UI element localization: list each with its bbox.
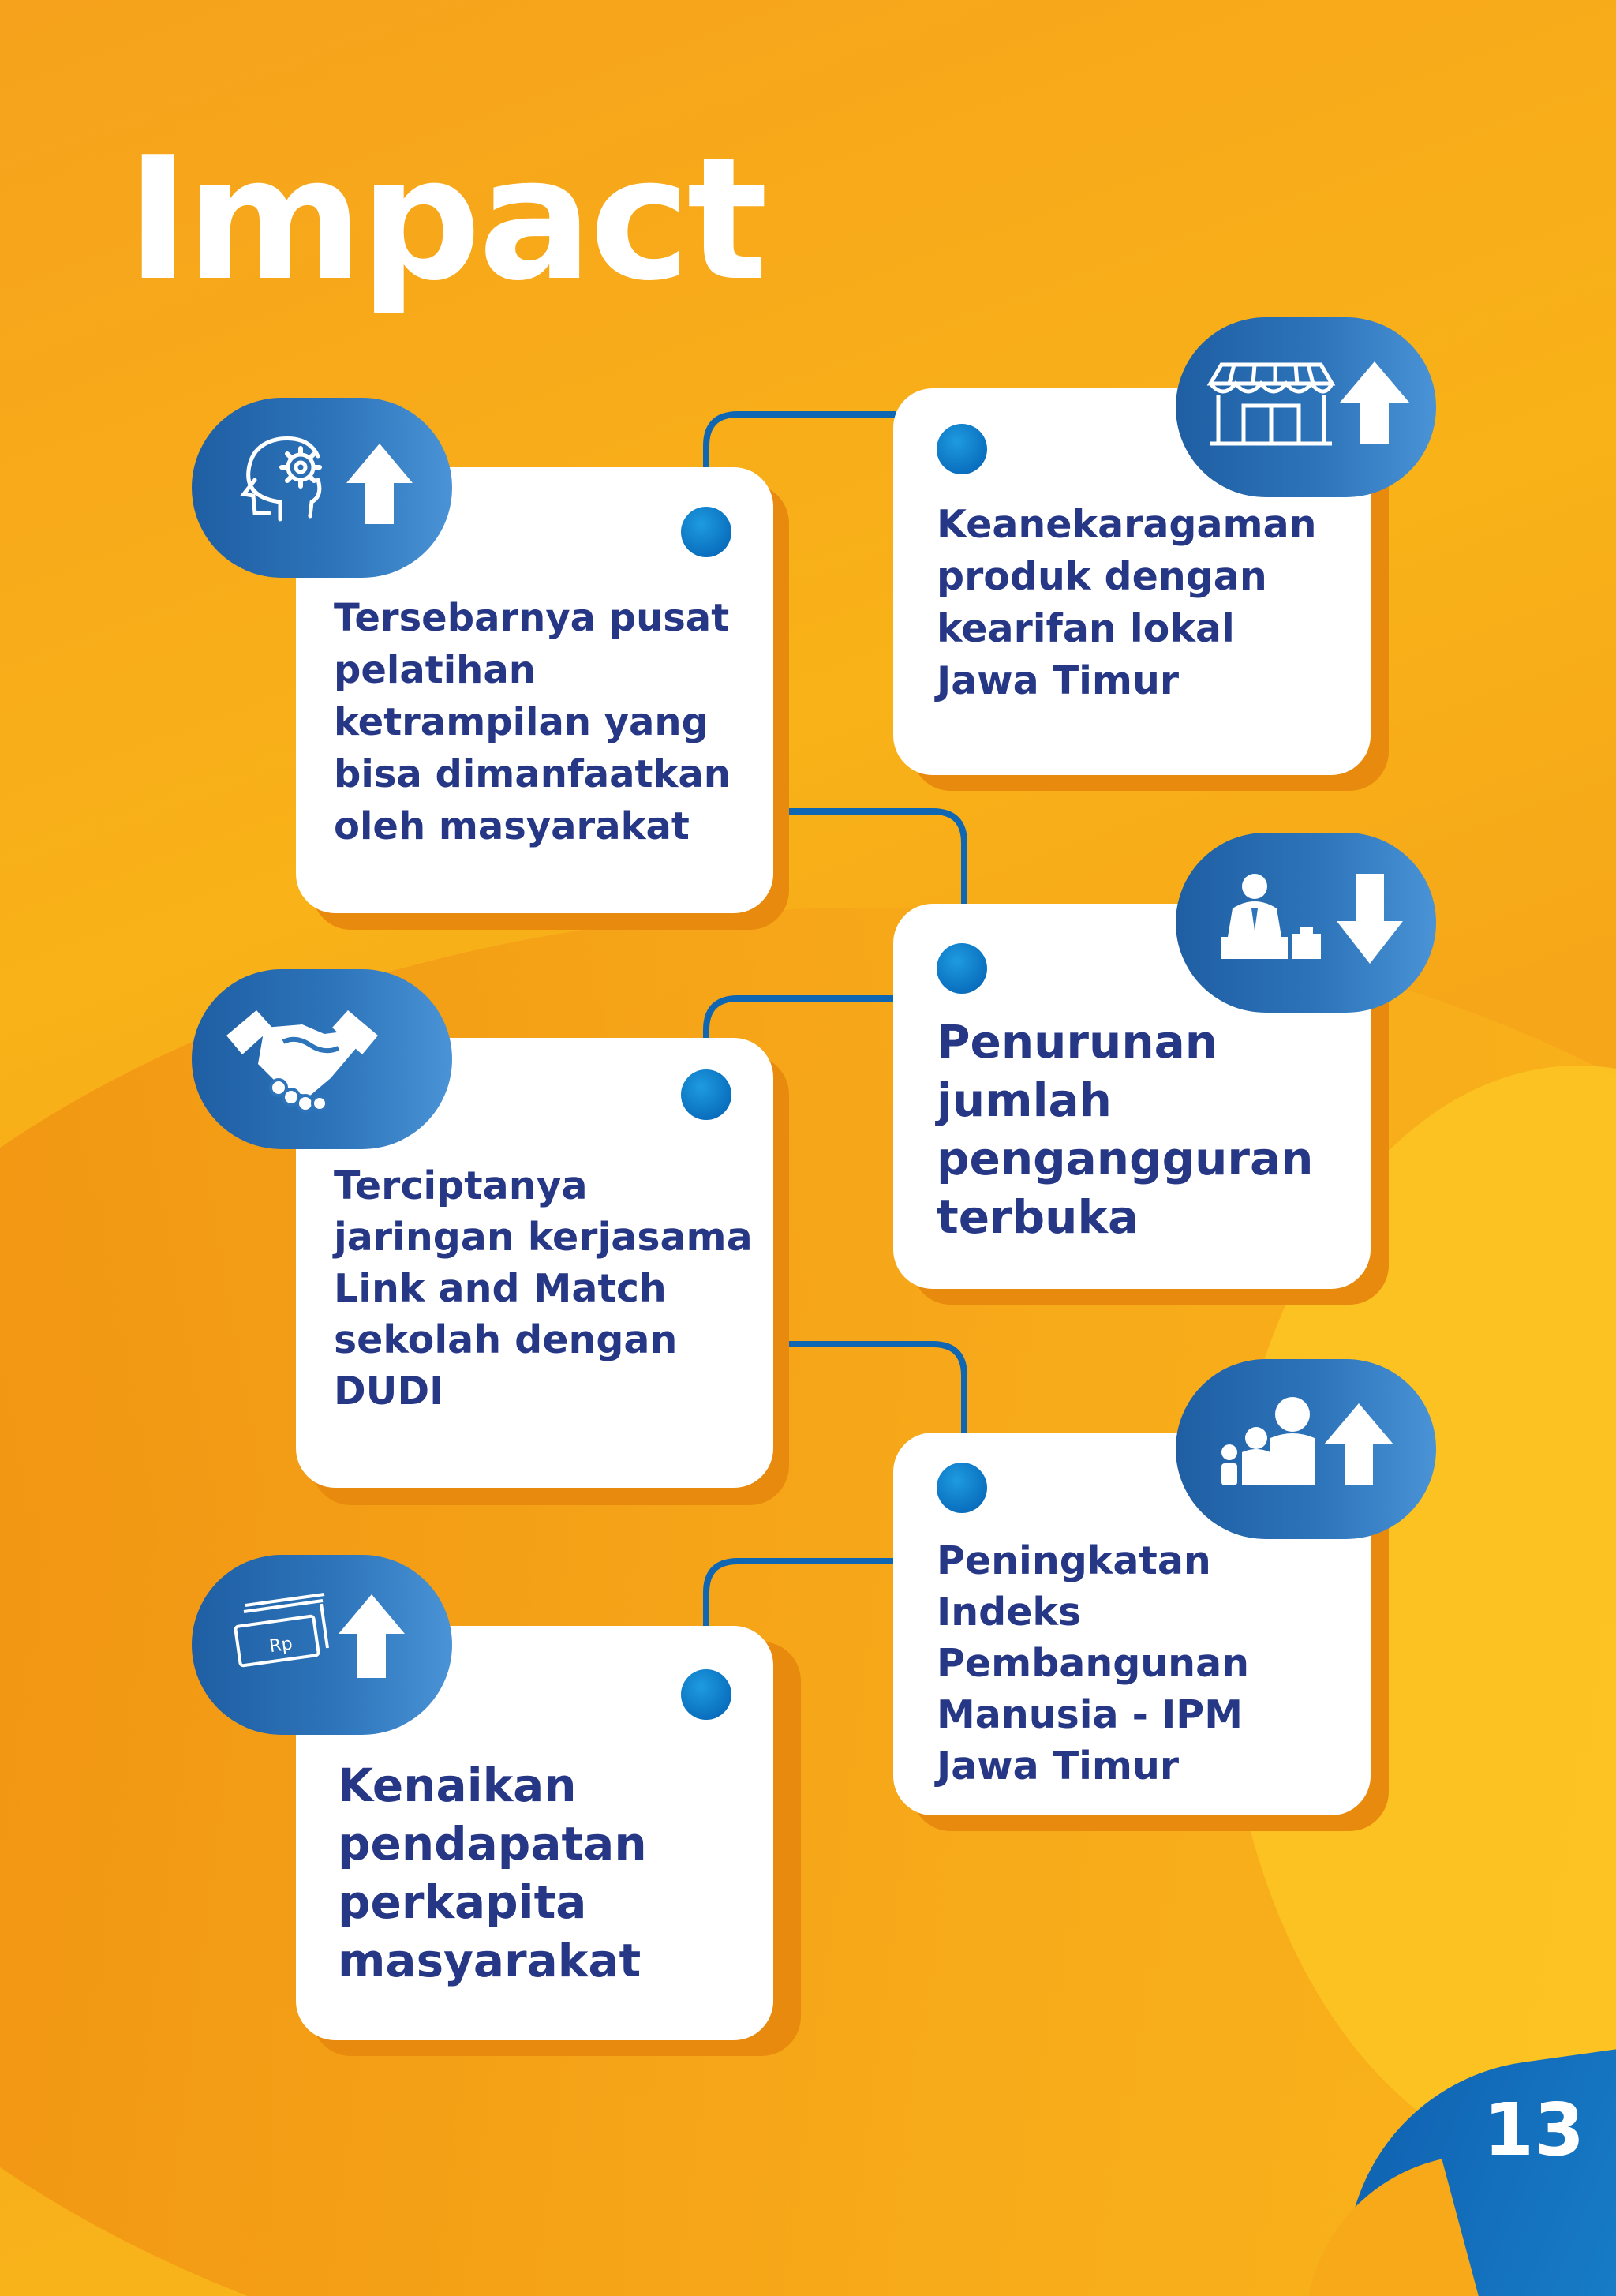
connector-1-2 (706, 414, 896, 467)
training-brain-icon (244, 438, 320, 519)
people-group-icon (1221, 1397, 1315, 1485)
arrow-up-icon (339, 1594, 405, 1678)
badge-handshake (192, 969, 452, 1149)
arrow-up-icon (346, 444, 413, 524)
page-title: Impact (126, 120, 765, 318)
bullet-dot (681, 1069, 731, 1120)
bullet-dot (937, 1463, 987, 1513)
bullet-dot (937, 424, 987, 474)
page-number: 13 (1483, 2088, 1584, 2172)
badge-store (1176, 317, 1436, 497)
connector-4-5 (773, 1344, 964, 1433)
card-text: Kenaikan pendapatan perkapita masyarakat (338, 1759, 647, 1987)
connector-3-4 (706, 998, 896, 1040)
arrow-up-icon (1324, 1403, 1393, 1485)
card-text: Tersebarnya pusat pelatihan ketrampilan yang bisa dimanfaatkan oleh masyarakat (334, 596, 731, 848)
badge-unemployment (1176, 833, 1436, 1013)
card-text: Keanekaragaman produk dengan kearifan lokal Jawa Timur (937, 502, 1317, 703)
card-text: Terciptanya jaringan kerjasama Link and Match sekolah dengan DUDI (334, 1163, 753, 1414)
badge-training (192, 398, 452, 578)
bullet-dot (937, 943, 987, 994)
unemployed-person-icon (1221, 874, 1321, 959)
bullet-dot (681, 1669, 731, 1720)
badge-people (1176, 1359, 1436, 1539)
card-text: Peningkatan Indeks Pembangunan Manusia - IPM Jawa Timur (937, 1538, 1250, 1788)
connector-5-6 (706, 1561, 896, 1626)
store-icon (1210, 365, 1332, 444)
arrow-up-icon (1340, 361, 1409, 444)
handshake-icon (226, 1010, 378, 1111)
card-text: Penurunan jumlah pengangguran terbuka (937, 1015, 1314, 1244)
badge-income (192, 1555, 452, 1735)
connector-1-3 (773, 811, 964, 904)
bullet-dot (681, 507, 731, 557)
money-label: Rp (267, 1634, 294, 1657)
arrow-down-icon (1337, 874, 1403, 964)
